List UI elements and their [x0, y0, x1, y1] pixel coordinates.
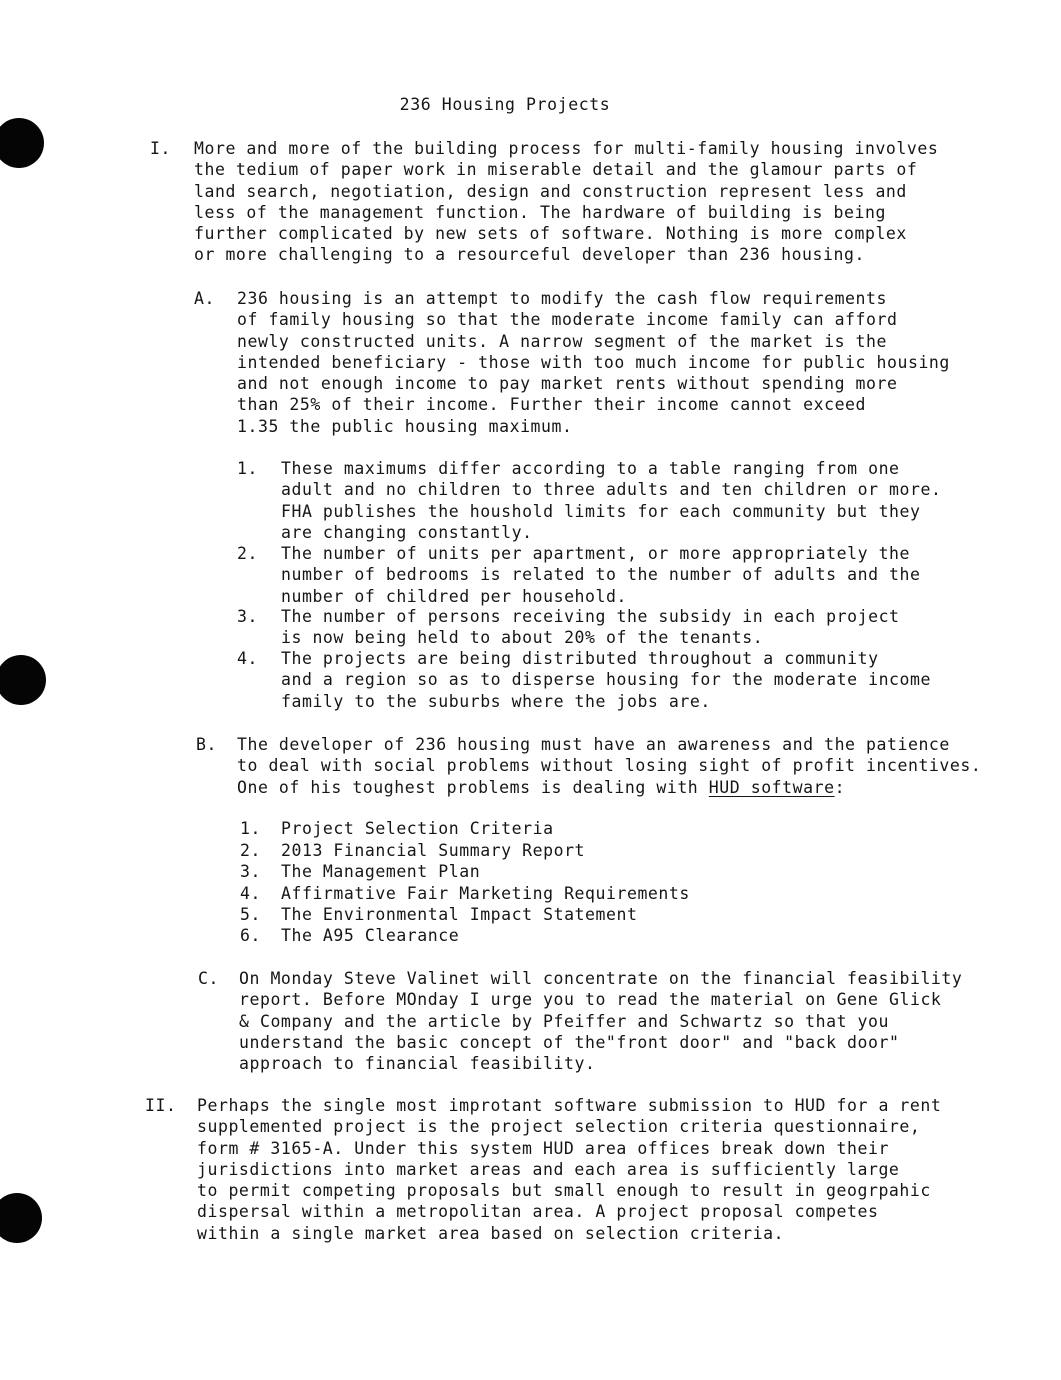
list-item-marker: 5.	[240, 905, 261, 924]
text-line: On Monday Steve Valinet will concentrate on the financial feasibility	[239, 969, 963, 988]
list-item-marker: 4.	[237, 649, 258, 668]
punch-hole-bottom	[0, 1193, 42, 1243]
text-line: FHA publishes the houshold limits for each community but they	[281, 501, 921, 521]
text-line: adult and no children to three adults and ten children or more.	[281, 480, 942, 500]
section-c-paragraph	[239, 968, 962, 1074]
text-line: to deal with social problems without losing sight of profit incentives.	[237, 756, 982, 776]
section-c-marker: C.	[198, 969, 219, 988]
text-fragment: :	[834, 777, 846, 797]
list-item: Project Selection Criteria	[281, 819, 554, 838]
page-title: 236 Housing Projects	[399, 95, 611, 114]
list-item-marker: 2.	[237, 544, 258, 563]
list-item-marker: 1.	[240, 819, 261, 838]
section-b-marker: B.	[196, 735, 217, 754]
list-item	[281, 606, 900, 649]
text-line: 236 housing is an attempt to modify the cash flow requirements	[237, 289, 887, 308]
text-line: & Company and the article by Pfeiffer and Schwartz so that you	[239, 1011, 889, 1031]
text-line: The projects are being distributed throughout a community	[281, 649, 879, 668]
section-1-paragraph	[194, 138, 938, 266]
list-item-marker: 1.	[237, 459, 258, 478]
list-item: 2013 Financial Summary Report	[281, 841, 586, 860]
text-line: jurisdictions into market areas and each area is sufficiently large	[197, 1159, 900, 1179]
underlined-term: HUD software	[708, 777, 835, 797]
text-line: further complicated by new sets of software. Nothing is more complex	[194, 224, 907, 244]
list-item-marker: 6.	[240, 926, 261, 945]
section-a-paragraph	[237, 288, 950, 437]
text-line: family to the suburbs where the jobs are.	[281, 691, 711, 711]
text-line: number of childred per household.	[281, 586, 627, 606]
text-line: of family housing so that the moderate income family can afford	[237, 310, 898, 330]
list-item	[281, 648, 931, 712]
section-2-marker: II.	[145, 1096, 177, 1115]
text-line: less of the management function. The hardware of building is being	[194, 202, 886, 222]
text-line: understand the basic concept of the"front door" and "back door"	[239, 1032, 900, 1052]
list-item	[281, 458, 941, 543]
list-item: Affirmative Fair Marketing Requirements	[281, 884, 690, 903]
section-b-paragraph	[237, 734, 981, 798]
text-line: land search, negotiation, design and construction represent less and	[194, 181, 907, 201]
text-line: approach to financial feasibility.	[239, 1054, 596, 1074]
text-line: intended beneficiary - those with too much income for public housing	[237, 352, 950, 372]
text-line: and a region so as to disperse housing for the moderate income	[281, 670, 931, 690]
section-2-paragraph	[197, 1095, 941, 1244]
punch-hole-middle	[0, 655, 46, 705]
text-line: than 25% of their income. Further their income cannot exceed	[237, 395, 867, 415]
list-item-marker: 3.	[240, 862, 261, 881]
text-line: to permit competing proposals but small enough to result in geogrpahic	[197, 1181, 931, 1201]
text-line: supplemented project is the project selection criteria questionnaire,	[197, 1117, 921, 1137]
text-line: the tedium of paper work in miserable detail and the glamour parts of	[194, 160, 918, 180]
text-line: is now being held to about 20% of the tenants.	[281, 628, 764, 648]
text-line: More and more of the building process for multi-family housing involves	[194, 139, 939, 158]
text-line: report. Before MOnday I urge you to read the material on Gene Glick	[239, 990, 942, 1010]
text-line	[237, 777, 981, 798]
punch-hole-top	[0, 118, 44, 168]
list-item-marker: 3.	[237, 607, 258, 626]
text-line: The number of persons receiving the subsidy in each project	[281, 607, 900, 626]
list-item-marker: 4.	[240, 884, 261, 903]
text-line: newly constructed units. A narrow segment of the market is the	[237, 331, 887, 351]
text-line: Perhaps the single most improtant software submission to HUD for a rent	[197, 1096, 942, 1115]
list-item: The Environmental Impact Statement	[281, 905, 638, 924]
text-line: 1.35 the public housing maximum.	[237, 416, 573, 436]
text-line: and not enough income to pay market rents without spending more	[237, 374, 898, 394]
section-1-marker: I.	[150, 139, 171, 158]
list-item: The Management Plan	[281, 862, 481, 881]
list-item: The A95 Clearance	[281, 926, 460, 945]
text-line: number of bedrooms is related to the number of adults and the	[281, 565, 921, 585]
list-item	[281, 543, 921, 607]
text-line: within a single market area based on selection criteria.	[197, 1223, 785, 1243]
text-line: These maximums differ according to a table ranging from one	[281, 459, 900, 478]
text-line: or more challenging to a resourceful developer than 236 housing.	[194, 245, 865, 265]
list-item-marker: 2.	[240, 841, 261, 860]
text-line: The developer of 236 housing must have an awareness and the patience	[237, 735, 950, 754]
text-fragment: One of his toughest problems is dealing with	[237, 777, 709, 797]
text-line: The number of units per apartment, or more appropriately the	[281, 544, 911, 563]
text-line: form # 3165-A. Under this system HUD area offices break down their	[197, 1138, 889, 1158]
section-a-marker: A.	[194, 289, 215, 308]
text-line: are changing constantly.	[281, 522, 533, 542]
text-line: dispersal within a metropolitan area. A project proposal competes	[197, 1202, 879, 1222]
